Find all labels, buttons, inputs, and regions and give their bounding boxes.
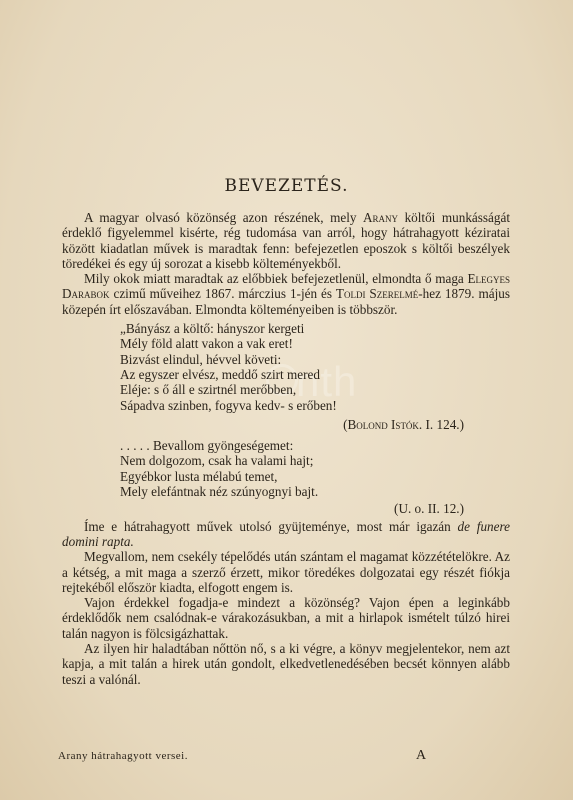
- verse-line: Sápadva szinben, fogyva kedv- s erőben!: [120, 397, 337, 413]
- verse-line: Az egyszer elvész, meddő szirt mered: [120, 366, 320, 382]
- p2-text-a: Mily okok miatt maradtak az előbbiek befejezetlenül, elmondta ő maga: [84, 271, 468, 287]
- verse-line: Nem dolgozom, csak ha valami hajt;: [120, 453, 314, 469]
- p1-text-a: A magyar olvasó közönség azon részének, mely: [84, 210, 363, 225]
- signature-mark: A: [416, 748, 427, 763]
- p3-latin-phrase: de funere domini rapta.: [62, 518, 510, 549]
- verse-line: Eléje: s ő áll e szirtnél merőbben,: [120, 382, 297, 398]
- p2-work-title-2: Toldi Szerelmé: [335, 286, 419, 302]
- page-title: BEVEZETÉS.: [224, 176, 349, 196]
- paragraph-1: [62, 210, 510, 271]
- citation-1: (Bolond Istók. I. 124.): [343, 416, 464, 432]
- p2-text-b: czimű műveihez 1867. márczius 1-jén és: [109, 286, 336, 302]
- verse-line: Mély föld alatt vakon a vak eret!: [120, 336, 293, 352]
- paragraph-4: Megvallom, nem csekély tépelődés után szántam el magamat közzétételökre. Az a kétség, a mit maga a szerző érzett, mikor töredékes dolgozatai egy részét fiókja rejtekéből először kiadta, elfogott engem is.: [62, 549, 510, 595]
- p2-work-title-1: Elegyes Darabok: [62, 271, 510, 302]
- paragraph-5: Vajon érdekkel fogadja-e mindezt a közönség? Vajon épen a leginkább érdeklődők nem csalódnak-e várakozásukban, a mit a hirlapok ismételt túlzó hirei talán nagyon is fölcsigázhattak.: [62, 595, 510, 641]
- verse-line: Bizvást elindul, hévvel követi:: [120, 351, 282, 367]
- verse-line: Mely elefántnak néz szúnyognyi bajt.: [120, 484, 319, 500]
- watermark-text: nth: [296, 358, 358, 405]
- p2-text-c: -hez 1879. május közepén írt előszavában. Elmondta költeményeiben is többször.: [62, 286, 510, 317]
- verse-2: [120, 438, 510, 499]
- body-text: [62, 210, 510, 687]
- p1-text-b: költői munkásságát érdeklő figyelemmel kisérte, rég tudomása van arról, hogy hátrahagyott kéziratai között kiadatlan művek is maradtak fenn: befejezetlen eposzok s költői beszélyek töredékei és egy új sorozat a kisebb költeményekből.: [62, 210, 510, 271]
- paragraph-3: [62, 519, 510, 550]
- paragraph-2: [62, 271, 510, 317]
- verse-1: [120, 321, 510, 413]
- paragraph-6: Az ilyen hir haladtában nőttön nő, s a ki végre, a könyv megjelentekor, nem azt kapja, a mit talán a hirek után gondolt, elkedvetlenedésében becsét könnyen alább teszi a valónál.: [62, 641, 510, 687]
- citation-2: (U. o. II. 12.): [394, 501, 464, 517]
- p1-author-name: Arany: [363, 210, 399, 225]
- verse-line: Egyébkor lusta mélabú temet,: [120, 468, 278, 484]
- p3-text-a: Íme e hátrahagyott művek utolsó gyüjteménye, most már igazán: [84, 518, 458, 534]
- verse-line: . . . . . Bevallom gyöngeségemet:: [120, 438, 294, 454]
- verse-line: „Bányász a költő: hányszor kergeti: [120, 321, 305, 337]
- page-footer: Arany hátrahagyott versei.: [58, 750, 188, 762]
